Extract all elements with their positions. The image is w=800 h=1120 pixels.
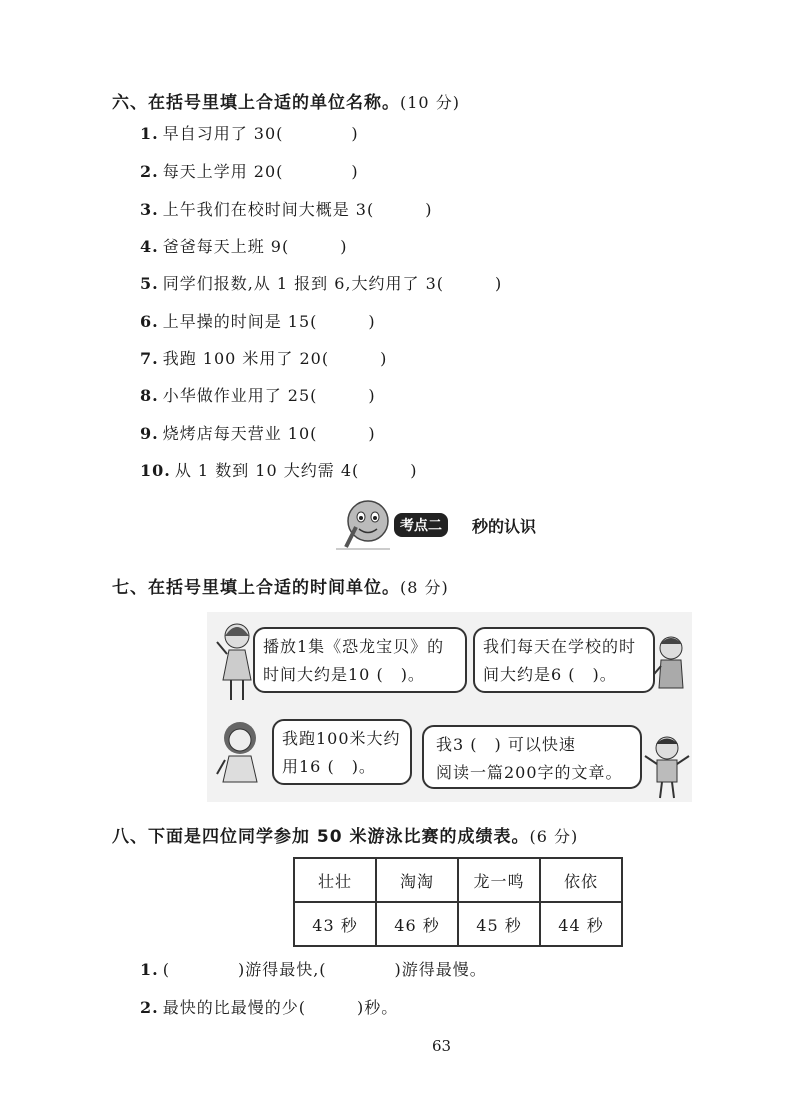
curly-girl-figure-icon bbox=[215, 716, 265, 796]
table-row-names bbox=[294, 858, 622, 902]
section8-points: (6 分) bbox=[529, 827, 579, 846]
question-number: 1. bbox=[140, 124, 159, 143]
section6-question bbox=[140, 346, 387, 369]
topic-banner bbox=[332, 497, 562, 552]
speech-bubble-4 bbox=[422, 725, 642, 789]
speech-bubble-1 bbox=[253, 627, 467, 693]
question-text: 从 1 数到 10 大约需 4( ) bbox=[174, 461, 418, 480]
section6-question bbox=[140, 458, 417, 481]
question-text: 上早操的时间是 15( ) bbox=[162, 312, 376, 331]
section6-question bbox=[140, 421, 376, 444]
question-text: 早自习用了 30( ) bbox=[162, 124, 359, 143]
speech-bubble-2 bbox=[473, 627, 655, 693]
question-text: 爸爸每天上班 9( ) bbox=[162, 237, 348, 256]
section6-heading bbox=[112, 88, 460, 113]
smiley-pencil-icon bbox=[332, 497, 402, 552]
topic-tag: 考点二 bbox=[394, 513, 448, 537]
time-cell: 44 秒 bbox=[540, 902, 622, 946]
section6-question bbox=[140, 234, 347, 257]
section7-points: (8 分) bbox=[400, 578, 449, 597]
question-number: 2. bbox=[140, 998, 159, 1017]
question-number: 7. bbox=[140, 349, 159, 368]
name-cell: 淘淘 bbox=[376, 858, 458, 902]
section6-question bbox=[140, 197, 432, 220]
swim-results-table bbox=[293, 857, 623, 947]
section6-question bbox=[140, 159, 359, 182]
bubble-3-line-1: 我跑100米大约 bbox=[282, 729, 401, 748]
question-number: 1. bbox=[140, 960, 159, 979]
question-text: 每天上学用 20( ) bbox=[162, 162, 359, 181]
page-number: 63 bbox=[432, 1037, 452, 1055]
question-number: 9. bbox=[140, 424, 159, 443]
section6-question bbox=[140, 121, 359, 144]
section6-heading-text: 六、在括号里填上合适的单位名称。 bbox=[112, 93, 400, 113]
question-text: ( )游得最快,( )游得最慢。 bbox=[162, 960, 487, 979]
name-cell: 龙一鸣 bbox=[458, 858, 540, 902]
question-text: 烧烤店每天营业 10( ) bbox=[162, 424, 376, 443]
section6-question bbox=[140, 309, 376, 332]
question-number: 8. bbox=[140, 386, 159, 405]
question-text: 同学们报数,从 1 报到 6,大约用了 3( ) bbox=[162, 274, 503, 293]
bubble-1-line-2: 时间大约是10 ( )。 bbox=[263, 665, 425, 684]
bubble-4-line-1: 我3 ( ) 可以快速 bbox=[436, 735, 576, 754]
section6-question bbox=[140, 271, 502, 294]
section8-heading bbox=[112, 822, 578, 847]
time-cell: 46 秒 bbox=[376, 902, 458, 946]
section8-heading-text: 八、下面是四位同学参加 50 米游泳比赛的成绩表。 bbox=[112, 827, 530, 847]
question-number: 4. bbox=[140, 237, 159, 256]
question-number: 3. bbox=[140, 200, 159, 219]
girl-figure-icon bbox=[213, 618, 257, 704]
question-number: 6. bbox=[140, 312, 159, 331]
question-number: 2. bbox=[140, 162, 159, 181]
question-text: 小华做作业用了 25( ) bbox=[162, 386, 376, 405]
boy-open-arms-figure-icon bbox=[643, 734, 691, 800]
time-cell: 45 秒 bbox=[458, 902, 540, 946]
bubble-2-line-2: 间大约是6 ( )。 bbox=[483, 665, 617, 684]
question-text: 我跑 100 米用了 20( ) bbox=[162, 349, 388, 368]
question-number: 10. bbox=[140, 461, 171, 480]
topic-title: 秒的认识 bbox=[472, 517, 537, 536]
section7-heading-text: 七、在括号里填上合适的时间单位。 bbox=[112, 578, 400, 598]
name-cell: 壮壮 bbox=[294, 858, 376, 902]
name-cell: 依依 bbox=[540, 858, 622, 902]
question-text: 上午我们在校时间大概是 3( ) bbox=[162, 200, 433, 219]
speech-bubble-3 bbox=[272, 719, 412, 785]
section8-question-1 bbox=[140, 957, 487, 980]
section6-points: (10 分) bbox=[400, 93, 460, 112]
section7-heading bbox=[112, 573, 449, 598]
bubble-3-line-2: 用16 ( )。 bbox=[282, 757, 376, 776]
section6-question bbox=[140, 383, 376, 406]
question-text: 最快的比最慢的少( )秒。 bbox=[162, 998, 399, 1017]
time-cell: 43 秒 bbox=[294, 902, 376, 946]
bubble-4-line-2: 阅读一篇200字的文章。 bbox=[436, 763, 623, 782]
question-number: 5. bbox=[140, 274, 159, 293]
section8-question-2 bbox=[140, 995, 398, 1018]
table-row-times bbox=[294, 902, 622, 946]
bubble-1-line-1: 播放1集《恐龙宝贝》的 bbox=[263, 637, 445, 656]
bubble-2-line-1: 我们每天在学校的时 bbox=[483, 637, 637, 656]
